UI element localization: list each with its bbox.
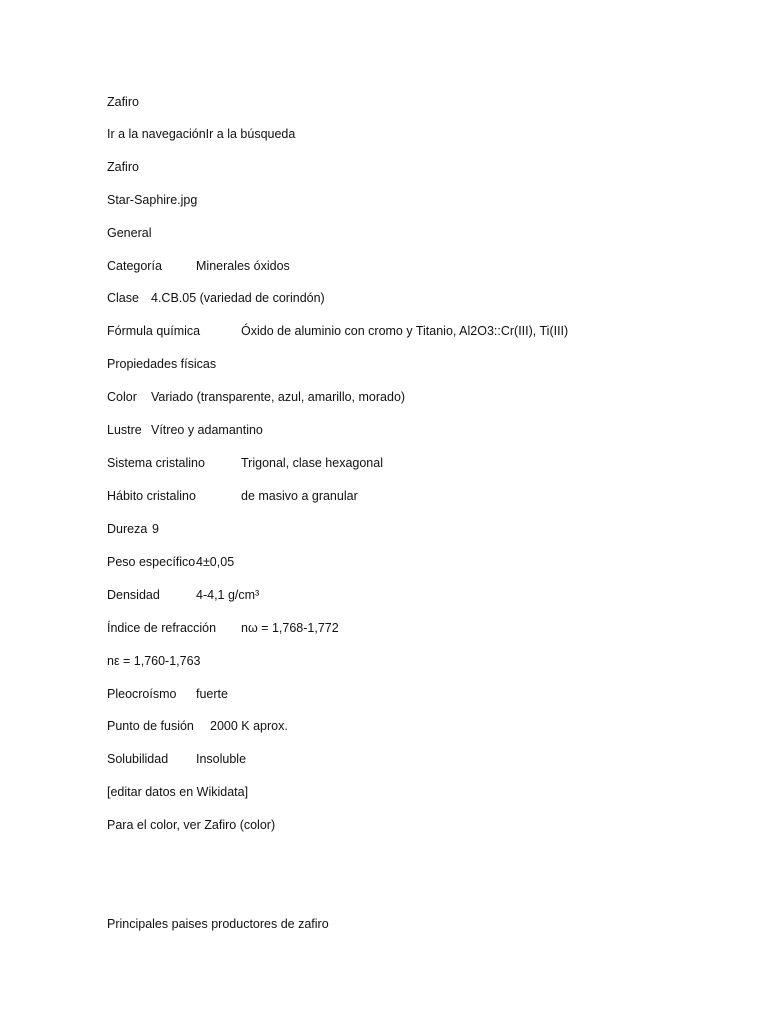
peso-label: Peso específico [107,555,196,569]
refraccion-label: Índice de refracción [107,621,217,635]
dureza-label: Dureza [107,522,148,536]
pleocroismo-value: fuerte [196,687,228,701]
lustre-label: Lustre [107,423,142,437]
categoria-label: Categoría [107,259,162,273]
infobox-heading: Zafiro [107,160,139,174]
productores-heading: Principales paises productores de zafiro [107,917,329,931]
formula-label: Fórmula química [107,324,201,338]
densidad-value: 4-4,1 g/cm³ [196,588,260,602]
densidad-label: Densidad [107,588,160,602]
habito-value: de masivo a granular [241,489,358,503]
color-label: Color [107,390,137,404]
refraccion-extra: nε = 1,760-1,763 [107,654,201,668]
formula-value: Óxido de aluminio con cromo y Titanio, Al2O3::Cr(III), Ti(III) [241,324,569,338]
dureza-value: 9 [152,522,159,536]
habito-label: Hábito cristalino [107,489,196,503]
categoria-value: Minerales óxidos [196,259,290,273]
fusion-label: Punto de fusión [107,719,194,733]
sistema-value: Trigonal, clase hexagonal [241,456,383,470]
solubilidad-value: Insoluble [196,752,247,766]
color-value: Variado (transparente, azul, amarillo, morado) [151,390,406,404]
nav-links[interactable]: Ir a la navegaciónIr a la búsqueda [107,127,296,141]
refraccion-value: nω = 1,768-1,772 [241,621,339,635]
clase-label: Clase [107,291,139,305]
section-fisicas: Propiedades físicas [107,357,217,371]
pleocroismo-label: Pleocroísmo [107,687,177,701]
section-general: General [107,226,152,240]
image-filename[interactable]: Star-Saphire.jpg [107,193,198,207]
color-note: Para el color, ver Zafiro (color) [107,818,276,832]
sistema-label: Sistema cristalino [107,456,205,470]
clase-value: 4.CB.05 (variedad de corindón) [151,291,325,305]
solubilidad-label: Solubilidad [107,752,169,766]
fusion-value: 2000 K aprox. [210,719,288,733]
edit-wikidata-link[interactable]: [editar datos en Wikidata] [107,785,249,799]
doc-title: Zafiro [107,95,139,109]
peso-value: 4±0,05 [196,555,235,569]
lustre-value: Vítreo y adamantino [151,423,263,437]
